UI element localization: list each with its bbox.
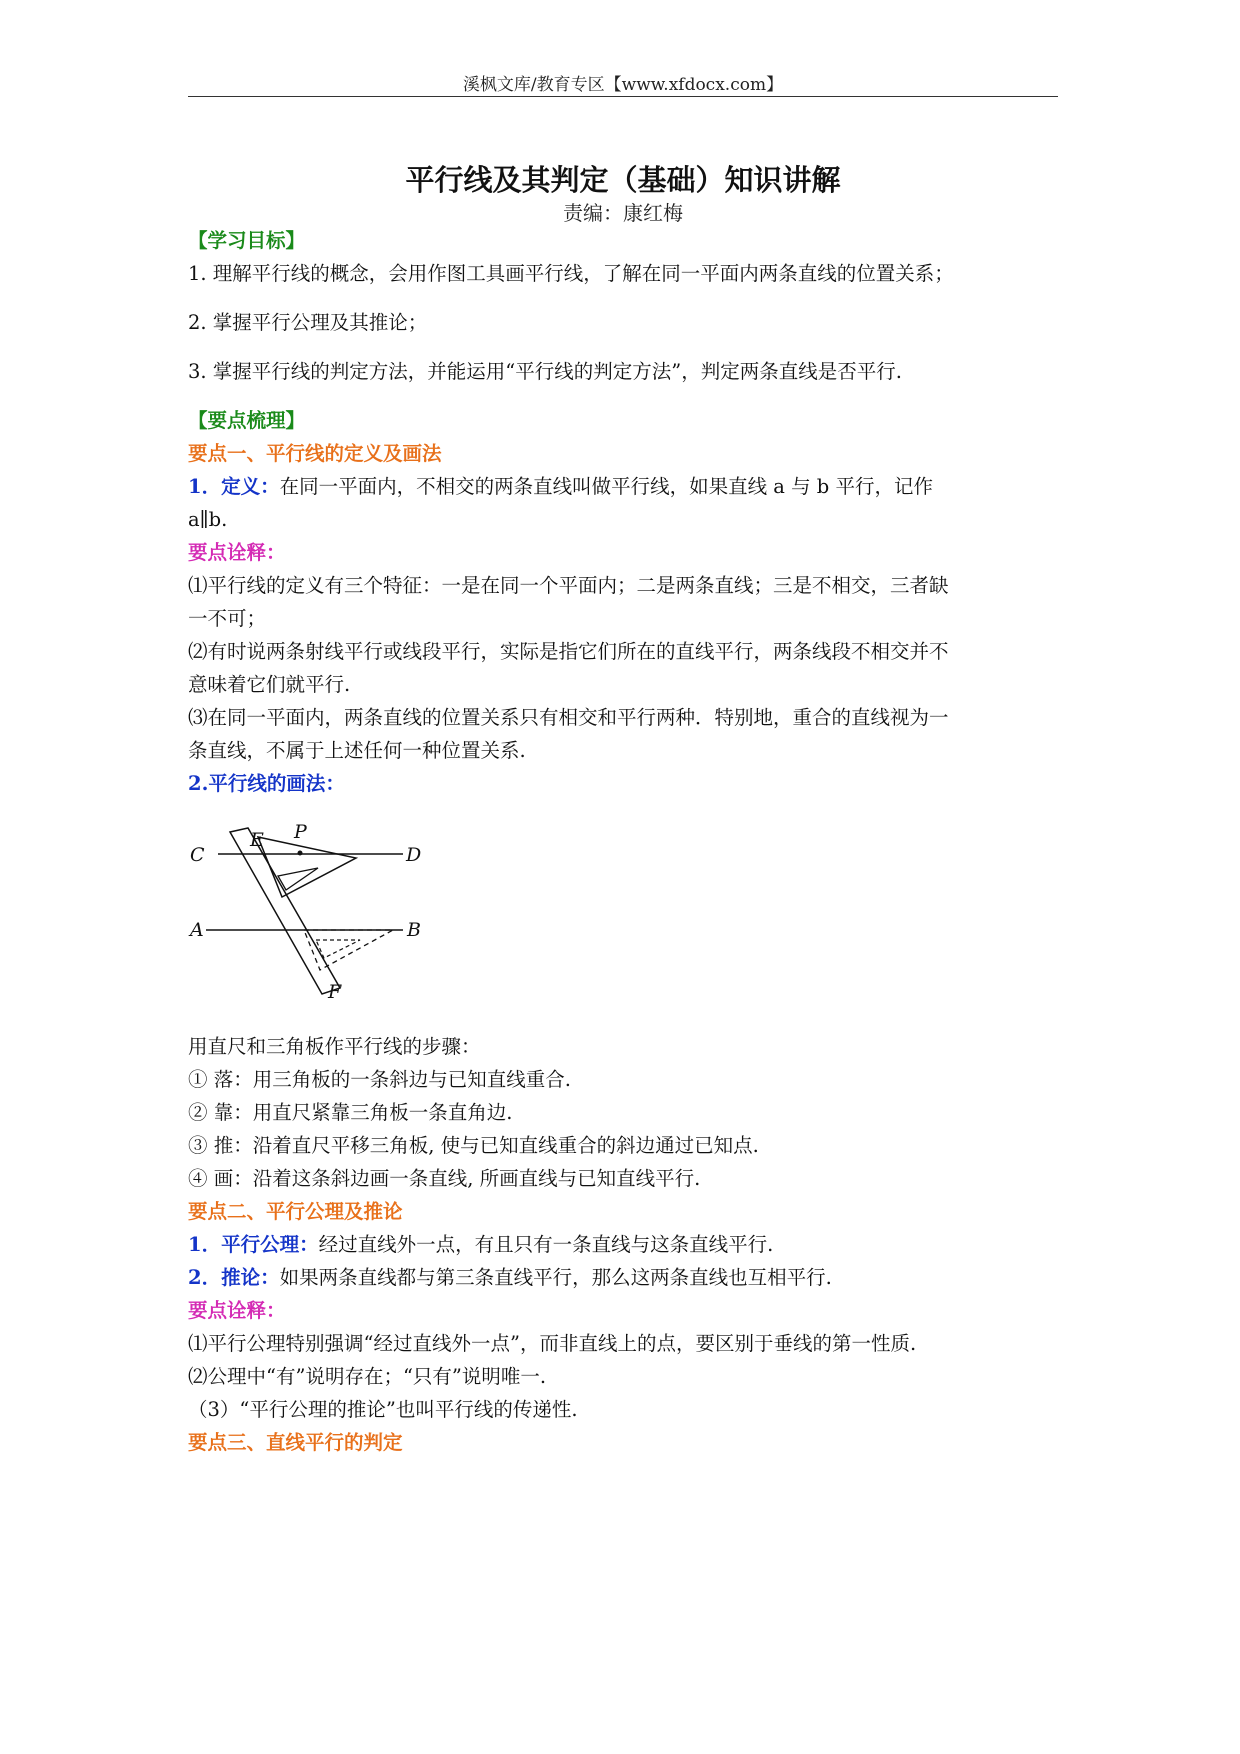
set-square-top [258, 837, 356, 897]
steps-intro: 用直尺和三角板作平行线的步骤： [188, 1035, 481, 1058]
label-b: B [407, 919, 421, 941]
corollary-label: 2．推论： [188, 1266, 280, 1289]
step-4: ④ 画：沿着这条斜边画一条直线, 所画直线与已知直线平行. [188, 1167, 701, 1190]
point2-title: 要点二、平行公理及推论 [188, 1200, 403, 1223]
goal-item-1: 1. 理解平行线的概念，会用作图工具画平行线，了解在同一平面内两条直线的位置关系； [188, 262, 954, 285]
point3-title: 要点三、直线平行的判定 [188, 1431, 403, 1454]
document-editor: 责编：康红梅 [563, 201, 683, 225]
step-2: ② 靠：用直尺紧靠三角板一条直角边. [188, 1101, 513, 1124]
point2-note-2: ⑵公理中“有”说明存在；“只有”说明唯一. [188, 1365, 547, 1388]
label-f: F [328, 981, 342, 1003]
axiom-text: 经过直线外一点，有且只有一条直线与这条直线平行. [318, 1233, 774, 1256]
document-content [188, 224, 1058, 1459]
goal-item-2: 2. 掌握平行公理及其推论； [188, 311, 428, 334]
step-1: ① 落：用三角板的一条斜边与已知直线重合. [188, 1068, 571, 1091]
point1-note-label: 要点诠释： [188, 541, 286, 564]
axiom-label: 1．平行公理： [188, 1233, 319, 1256]
corollary-text: 如果两条直线都与第三条直线平行，那么这两条直线也互相平行. [279, 1266, 832, 1289]
label-p: P [294, 821, 307, 843]
label-d: D [406, 844, 422, 866]
point1-title: 要点一、平行线的定义及画法 [188, 442, 442, 465]
ruler-shape [230, 828, 340, 994]
step-3: ③ 推：沿着直尺平移三角板, 使与已知直线重合的斜边通过已知点. [188, 1134, 759, 1157]
goal-item-3: 3. 掌握平行线的判定方法，并能运用“平行线的判定方法”，判定两条直线是否平行. [188, 360, 902, 383]
definition-line [188, 470, 1058, 503]
set-square-top-inner [278, 868, 318, 890]
definition-notation: a∥b. [188, 508, 228, 531]
set-square-bottom-inner [316, 940, 360, 958]
point1-note-1b: 一不可； [188, 607, 267, 630]
point1-note-1a: ⑴平行线的定义有三个特征：一是在同一个平面内；二是两条直线；三是不相交，三者缺 [188, 574, 949, 597]
point-p [298, 851, 303, 856]
point1-note-3a: ⑶在同一平面内，两条直线的位置关系只有相交和平行两种．特别地，重合的直线视为一 [188, 706, 949, 729]
point2-note-3: （3）“平行公理的推论”也叫平行线的传递性. [188, 1398, 578, 1421]
point1-note-3b: 条直线，不属于上述任何一种位置关系. [188, 739, 526, 762]
label-c: C [190, 844, 205, 866]
point1-note-2b: 意味着它们就平行. [188, 673, 351, 696]
definition-text: 在同一平面内，不相交的两条直线叫做平行线，如果直线 a 与 b 平行，记作 [279, 475, 933, 498]
corollary-line [188, 1261, 1058, 1294]
goals-heading: 【学习目标】 [188, 229, 306, 252]
header-rule [188, 96, 1058, 97]
point2-note-label: 要点诠释： [188, 1299, 286, 1322]
drawing-method-label: 2.平行线的画法： [188, 772, 345, 795]
page-header: 溪枫文库/教育专区【www.xfdocx.com】 [462, 75, 784, 95]
label-e: E [250, 829, 264, 851]
parallel-drawing-figure [188, 802, 488, 1030]
point2-note-1: ⑴平行公理特别强调“经过直线外一点”，而非直线上的点，要区别于垂线的第一性质. [188, 1332, 917, 1355]
points-heading: 【要点梳理】 [188, 409, 306, 432]
definition-label: 1．定义： [188, 475, 280, 498]
point1-note-2a: ⑵有时说两条射线平行或线段平行，实际是指它们所在的直线平行，两条线段不相交并不 [188, 640, 949, 663]
axiom-line [188, 1228, 1058, 1261]
document-title: 平行线及其判定（基础）知识讲解 [405, 163, 841, 197]
figure-svg [188, 802, 488, 1030]
label-a: A [190, 919, 204, 941]
